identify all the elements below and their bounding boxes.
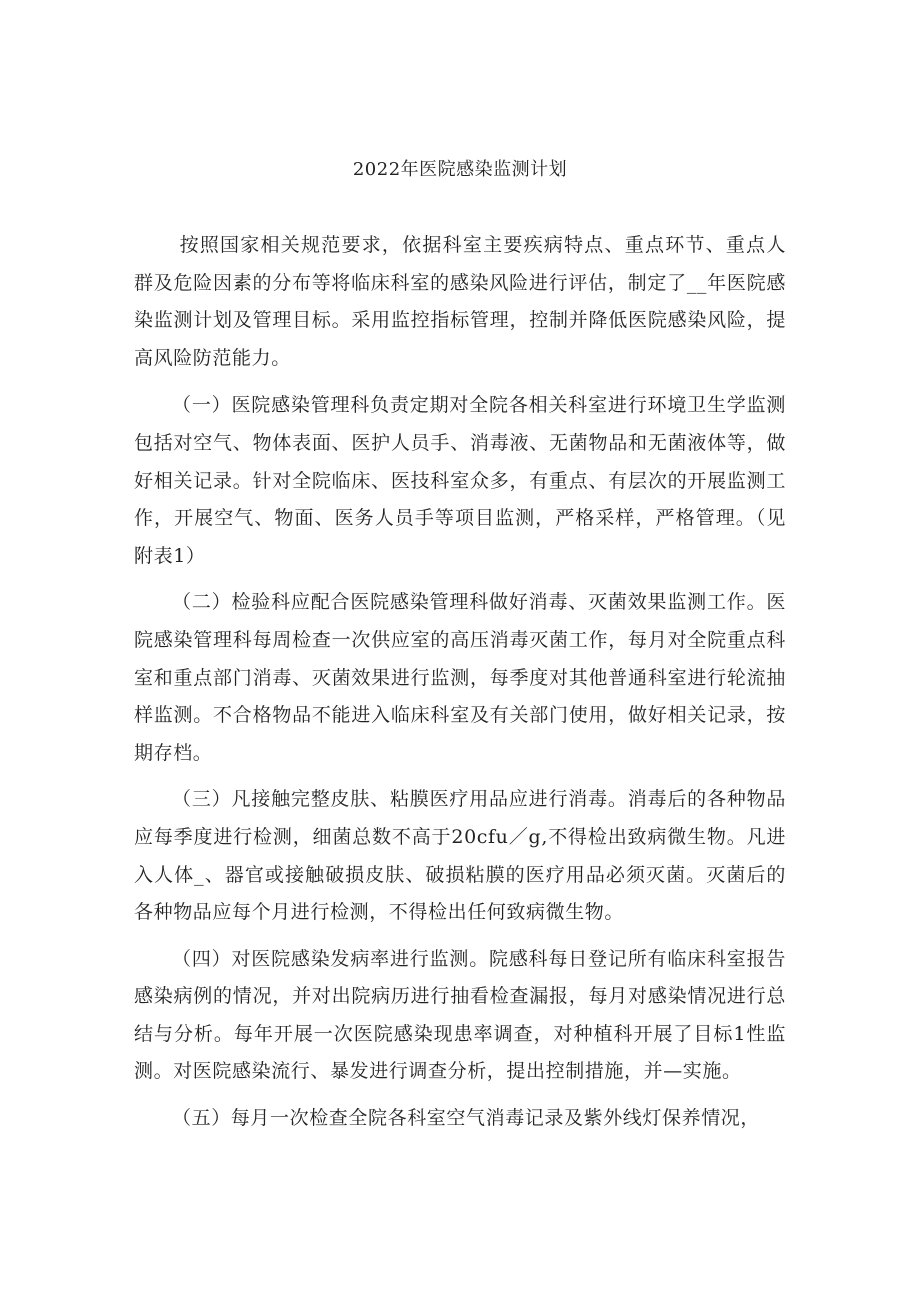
paragraph-section-2: （二）检验科应配合医院感染管理科做好消毒、灭菌效果监测工作。医院感染管理科每周检查一次供应室的高压消毒灭菌工作，每月对全院重点科室和重点部门消毒、灭菌效果进行监测，每季度对其他普通科室进行轮流抽样监测。不合格物品不能进入临床科室及有关部门使用，做好相关记录，按期存档。 (134, 591, 786, 764)
paragraph-section-4: （四）对医院感染发病率进行监测。院感科每日登记所有临床科室报告感染病例的情况，并对出院病历进行抽看检查漏报，每月对感染情况进行总结与分析。每年开展一次医院感染现患率调查，对种植科开展了目标1性监测。对医院感染流行、暴发进行调查分析，提出控制措施，并—实施。 (134, 947, 786, 1083)
paragraph-section-3: （三）凡接触完整皮肤、粘膜医疗用品应进行消毒。消毒后的各种物品应每季度进行检测，细菌总数不高于20cfu／g,不得检出致病微生物。凡进入人体_、器官或接触破损皮肤、破损粘膜的医疗用品必须灭菌。灭菌后的各种物品应每个月进行检测，不得检出任何致病微生物。 (134, 788, 786, 924)
paragraph-section-1: （一）医院感染管理科负责定期对全院各相关科室进行环境卫生学监测包括对空气、物体表面、医护人员手、消毒液、无菌物品和无菌液体等，做好相关记录。针对全院临床、医技科室众多，有重点、有层次的开展监测工作，开展空气、物面、医务人员手等项目监测，严格采样，严格管理。（见附表1） (134, 394, 786, 567)
paragraph-intro: 按照国家相关规范要求，依据科室主要疾病特点、重点环节、重点人群及危险因素的分布等将临床科室的感染风险进行评估，制定了__年医院感染监测计划及管理目标。采用监控指标管理，控制并降低医院感染风险，提高风险防范能力。 (134, 234, 786, 369)
document-body (134, 227, 786, 1147)
document-title: 2022年医院感染监测计划 (352, 159, 568, 180)
paragraph-section-5: （五）每月一次检查全院各科室空气消毒记录及紫外线灯保养情况， (172, 1107, 761, 1130)
